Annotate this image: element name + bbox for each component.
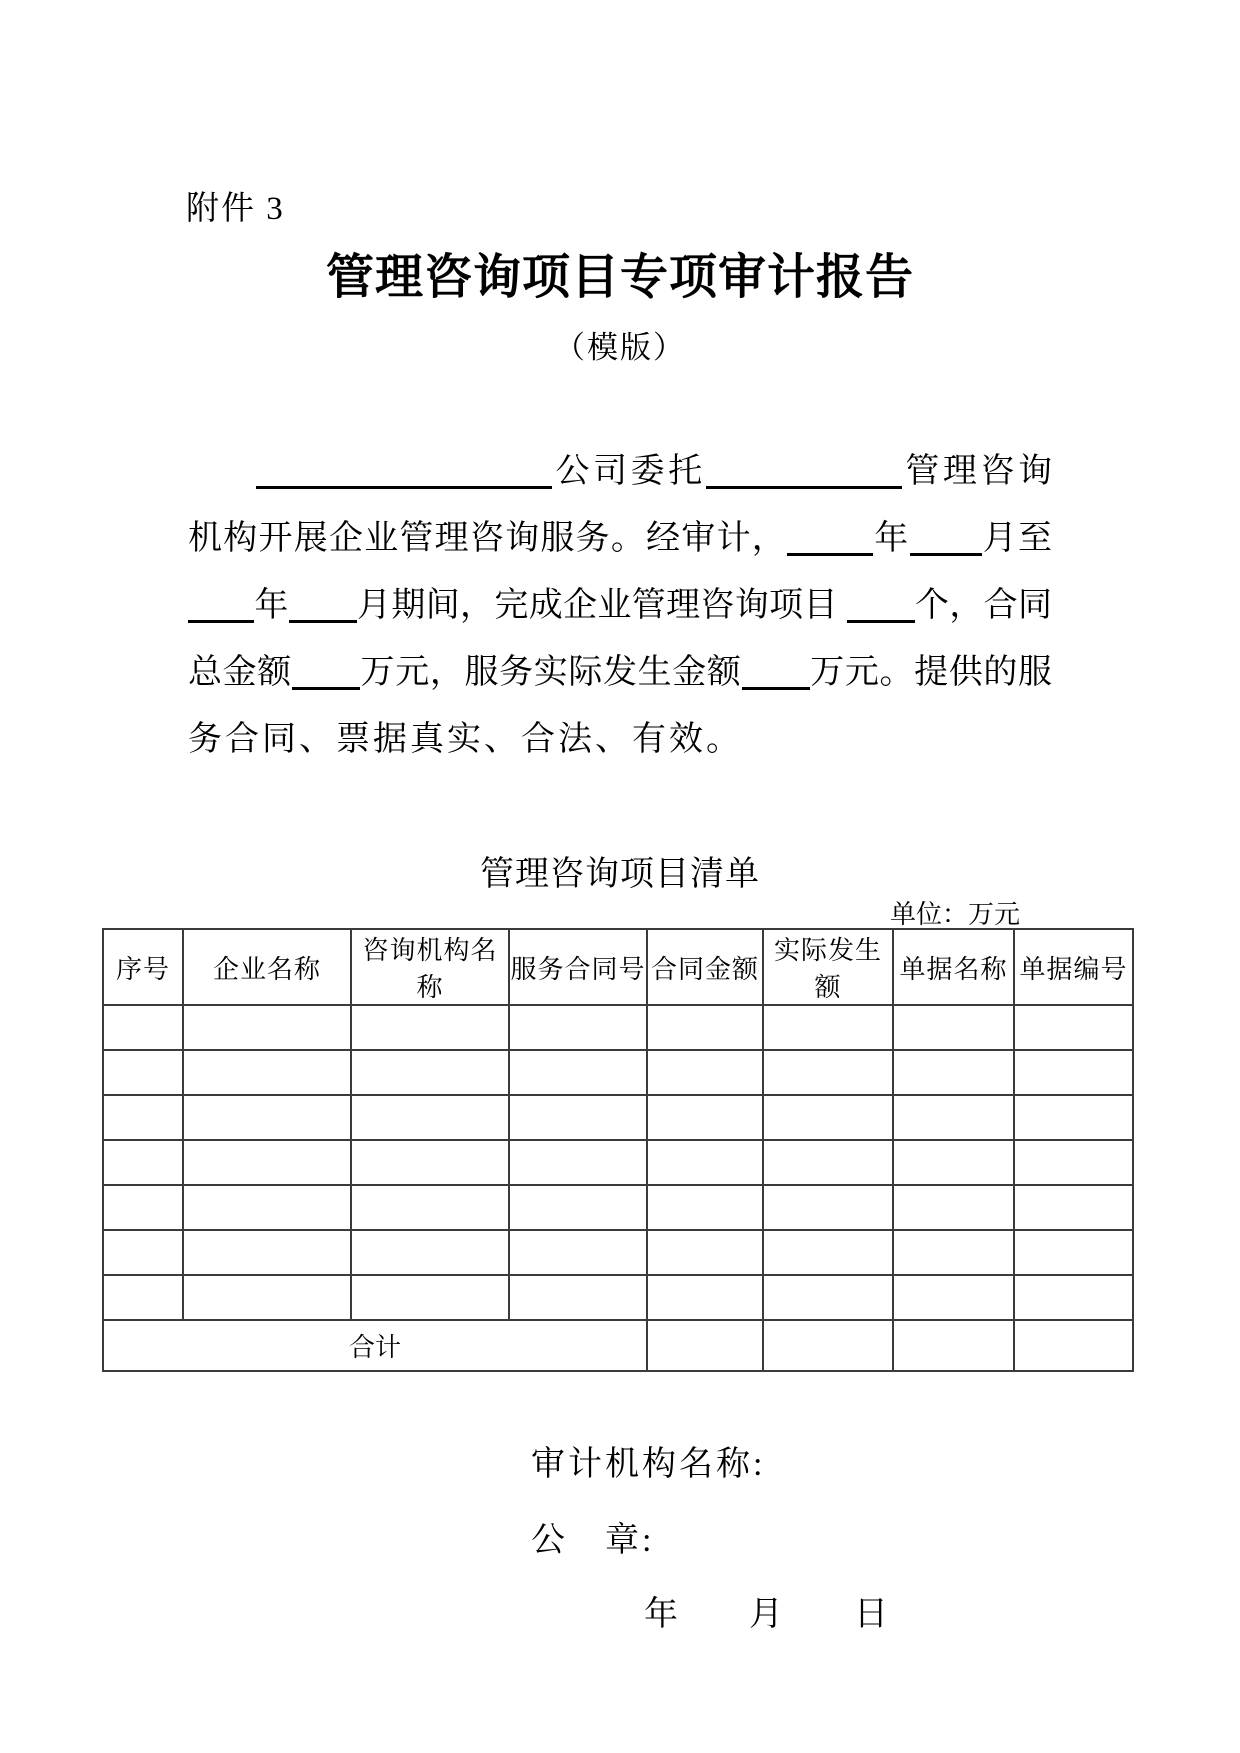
table-empty-cell [351,1185,509,1230]
paragraph-line [188,706,1052,773]
table-empty-cell [351,1005,509,1050]
total-empty-cell [763,1320,893,1371]
paragraph-text: 万元。提供的服 [809,654,1053,691]
table-empty-cell [893,1275,1014,1320]
paragraph-text: 公司委托 [552,453,706,490]
table-row [103,1140,1133,1185]
paragraph-text: 万元，服务实际发生金额 [359,654,742,691]
table-empty-cell [351,1230,509,1275]
total-row [103,1320,1133,1371]
table-empty-cell [351,1140,509,1185]
column-header: 服务合同号 [509,929,647,1005]
table-empty-cell [183,1185,351,1230]
table-empty-cell [509,1275,647,1320]
table-empty-cell [183,1050,351,1095]
paragraph-text: 月至 [981,520,1053,557]
table-empty-cell [351,1050,509,1095]
paragraph-text: 月期间，完成企业管理咨询项目 [356,587,847,624]
date-line: 年 月 日 [644,1596,889,1633]
paragraph-line [188,438,1052,505]
column-header: 合同金额 [647,929,763,1005]
table-empty-cell [509,1050,647,1095]
total-empty-cell [647,1320,763,1371]
fill-in-blank [188,620,254,623]
table-empty-cell [103,1140,183,1185]
table-empty-cell [509,1095,647,1140]
table-empty-cell [763,1140,893,1185]
table-empty-cell [1014,1185,1133,1230]
table-empty-cell [893,1230,1014,1275]
table-row [103,1005,1133,1050]
table-empty-cell [893,1140,1014,1185]
table-empty-cell [763,1095,893,1140]
table-empty-cell [1014,1275,1133,1320]
table-empty-cell [647,1275,763,1320]
unit-row [102,894,1132,931]
table-empty-cell [183,1275,351,1320]
table-empty-cell [647,1095,763,1140]
fill-in-blank [742,687,810,690]
total-empty-cell [1014,1320,1133,1371]
table-empty-cell [509,1005,647,1050]
page-title: 管理咨询项目专项审计报告 [325,251,914,304]
table-empty-cell [1014,1005,1133,1050]
table-empty-cell [103,1005,183,1050]
fill-in-blank [787,553,873,556]
table-empty-cell [509,1230,647,1275]
table-row [103,1230,1133,1275]
table-empty-cell [893,1005,1014,1050]
table-empty-cell [183,1095,351,1140]
table-empty-cell [1014,1230,1133,1275]
table-empty-cell [1014,1140,1133,1185]
table-empty-cell [103,1050,183,1095]
table-empty-cell [893,1050,1014,1095]
page-subtitle: （模版） [554,330,686,365]
table-empty-cell [647,1050,763,1095]
list-title: 管理咨询项目清单 [480,856,760,893]
auditor-name-label: 审计机构名称: [531,1446,766,1483]
paragraph-line [188,572,1052,639]
paragraph-text: 机构开展企业管理咨询服务。经审计， [188,520,788,557]
table-empty-cell [763,1050,893,1095]
column-header: 单据编号 [1014,929,1133,1005]
table-empty-cell [351,1095,509,1140]
table-empty-cell [183,1230,351,1275]
table-row [103,1185,1133,1230]
paragraph-line [188,639,1052,706]
column-header: 实际发生额 [763,929,893,1005]
paragraph-text: 管理咨询 [901,453,1053,490]
unit-label: 单位：万元 [889,900,1020,929]
fill-in-blank [256,486,552,489]
table-empty-cell [893,1095,1014,1140]
table-row [103,1275,1133,1320]
table-header-row [103,929,1133,1005]
table-empty-cell [763,1275,893,1320]
paragraph-text: 务合同、票据真实、合法、有效。 [188,721,743,758]
table-empty-cell [103,1275,183,1320]
table-empty-cell [647,1230,763,1275]
table-row [103,1050,1133,1095]
fill-in-blank [706,486,902,489]
body-paragraph [188,438,1052,773]
table-empty-cell [647,1140,763,1185]
table-empty-cell [509,1185,647,1230]
table-empty-cell [183,1005,351,1050]
total-label: 合计 [103,1320,647,1371]
column-header: 咨询机构名称 [351,929,509,1005]
table-empty-cell [183,1140,351,1185]
table-empty-cell [647,1185,763,1230]
fill-in-blank [289,620,357,623]
paragraph-text: 年 [873,520,910,557]
paragraph-text: 个，合同 [914,587,1053,624]
table-empty-cell [103,1230,183,1275]
column-header: 企业名称 [183,929,351,1005]
column-header: 序号 [103,929,183,1005]
table-empty-cell [763,1230,893,1275]
paragraph-line [188,505,1052,572]
table-empty-cell [351,1275,509,1320]
paragraph-text: 年 [254,587,289,624]
table-empty-cell [103,1095,183,1140]
fill-in-blank [292,687,360,690]
table-row [103,1095,1133,1140]
fill-in-blank [847,620,915,623]
attachment-label: 附件 3 [186,191,285,227]
table-empty-cell [1014,1095,1133,1140]
table-empty-cell [893,1185,1014,1230]
table-empty-cell [103,1185,183,1230]
total-empty-cell [893,1320,1014,1371]
table-empty-cell [763,1005,893,1050]
table-empty-cell [647,1005,763,1050]
table-empty-cell [509,1140,647,1185]
paragraph-text: 总金额 [188,654,292,691]
column-header: 单据名称 [893,929,1014,1005]
table-empty-cell [763,1185,893,1230]
table-empty-cell [1014,1050,1133,1095]
project-list-table [102,928,1134,1372]
fill-in-blank [910,553,982,556]
seal-label: 公 章: [531,1522,655,1559]
